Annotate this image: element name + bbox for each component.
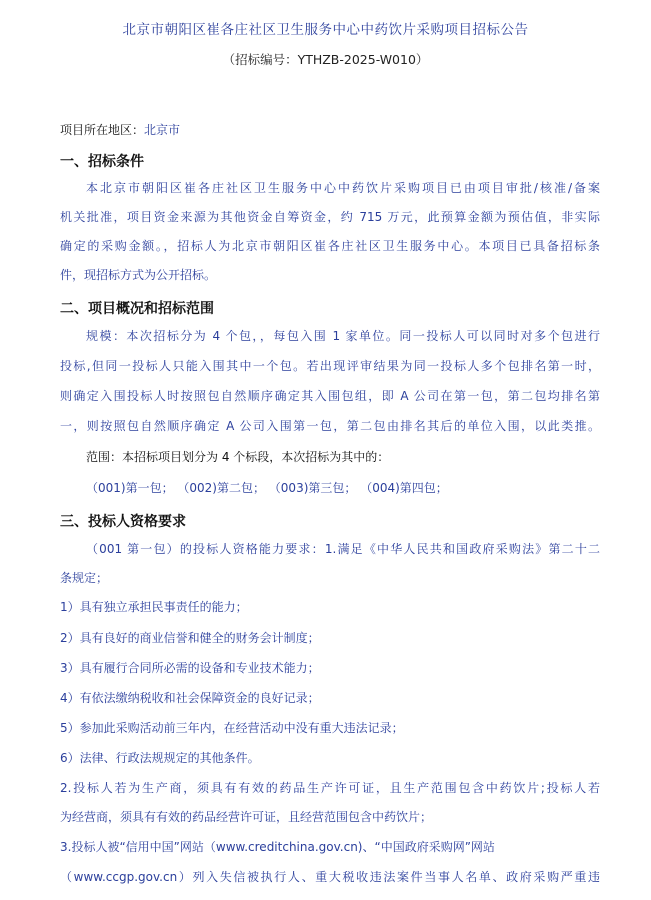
requirement-item: 4）有依法缴纳税收和社会保障资金的良好记录；: [60, 691, 320, 705]
requirement-item: 3）具有履行合同所必需的设备和专业技术能力；: [60, 661, 320, 675]
requirement-item: 5）参加此采购活动前三年内，在经营活动中没有重大违法记录；: [60, 721, 404, 735]
requirement-item: 2）具有良好的商业信誉和健全的财务会计制度；: [60, 631, 320, 645]
section1-heading: 一、招标条件: [60, 154, 144, 170]
requirement-item: 6）法律、行政法规规定的其他条件。: [60, 751, 260, 765]
section2-line: 投标,但同一投标人只能入围其中一个包。若出现评审结果为同一投标人多个包排名第一时，: [60, 359, 600, 373]
section3-point3-line: （www.ccgp.gov.cn）列入失信被执行人、重大税收违法案件当事人名单、政府采购严重违: [60, 870, 600, 884]
section3-heading: 三、投标人资格要求: [60, 514, 186, 530]
section2-heading: 二、项目概况和招标范围: [60, 301, 214, 317]
region-label: 项目所在地区：: [60, 123, 145, 137]
section2-line: 一，则按照包自然顺序确定 A 公司入围第一包，第二包由排名其后的单位入围，以此类推。: [60, 419, 600, 433]
requirement-item: 1）具有独立承担民事责任的能力；: [60, 600, 248, 614]
section3-intro-line: 条规定；: [60, 571, 109, 585]
section2-scope: 范围：本招标项目划分为 4 个标段，本次招标为其中的：: [86, 450, 390, 464]
section3-intro-line: （001 第一包）的投标人资格能力要求：1.满足《中华人民共和国政府采购法》第二十二: [86, 542, 600, 556]
tender-code: （招标编号：YTHZB-2025-W010）: [222, 52, 429, 67]
section2-line: 则确定入围投标人时按照包自然顺序确定其入围包组，即 A 公司在第一包，第二包均排名第: [60, 389, 600, 403]
section2-line: 规模：本次招标分为 4 个包，，每包入围 1 家单位。同一投标人可以同时对多个包进行: [86, 329, 600, 343]
page-title: 北京市朝阳区崔各庄社区卫生服务中心中药饮片采购项目招标公告: [122, 22, 529, 38]
section1-line: 机关批准，项目资金来源为其他资金自筹资金，约 715 万元，此预算金额为预估值，非实际: [60, 210, 600, 224]
section3-point3-line: 3.投标人被“信用中国”网站（www.creditchina.gov.cn)、“中国政府采购网”网站: [60, 840, 495, 854]
section1-line: 件，现招标方式为公开招标。: [60, 268, 217, 282]
section1-line: 确定的采购金额。，招标人为北京市朝阳区崔各庄社区卫生服务中心。本项目已具备招标条: [60, 239, 600, 253]
section1-line: 本北京市朝阳区崔各庄社区卫生服务中心中药饮片采购项目已由项目审批/核准/备案: [86, 181, 600, 195]
section3-point2-line: 2.投标人若为生产商，须具有有效的药品生产许可证，且生产范围包含中药饮片;投标人若: [60, 781, 600, 795]
section3-point2-line: 为经营商，须具有有效的药品经营许可证，且经营范围包含中药饮片；: [60, 810, 433, 824]
section2-packages: （001)第一包； （002)第二包； （003)第三包； （004)第四包；: [86, 481, 448, 495]
region-line: [60, 122, 600, 138]
region-value: 北京市: [144, 123, 181, 137]
